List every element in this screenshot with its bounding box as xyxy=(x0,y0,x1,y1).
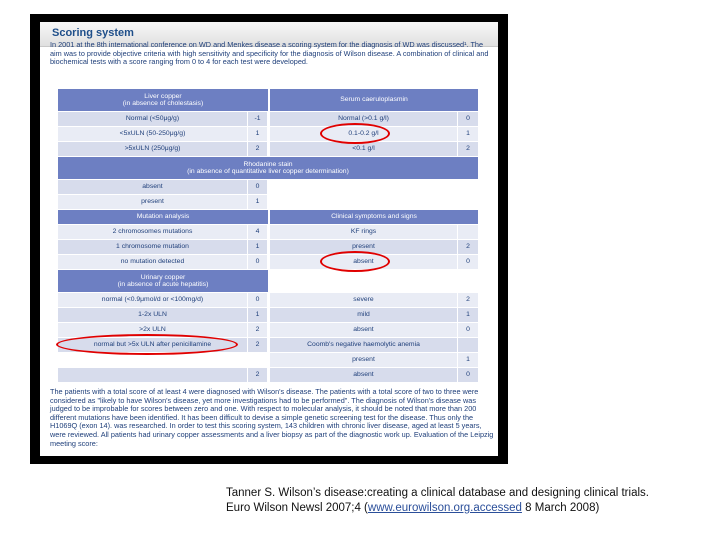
table-cell-score xyxy=(458,270,478,292)
table-cell-score: 2 xyxy=(458,293,478,307)
table-cell-score: 1 xyxy=(458,127,478,141)
highlight-oval-kf-absent xyxy=(320,251,390,272)
table-cell-label xyxy=(58,353,247,367)
table-cell-score: 1 xyxy=(248,195,267,209)
table-cell-label: 0.1-0.2 g/l xyxy=(270,127,457,141)
section-header-cell: Mutation analysis xyxy=(58,210,268,224)
section-header-cell: Liver copper (in absence of cholestasis) xyxy=(58,89,268,111)
table-cell-score: 0 xyxy=(458,323,478,337)
table-cell-score: 2 xyxy=(248,368,267,382)
table-cell-score: 1 xyxy=(458,353,478,367)
screenshot-frame xyxy=(30,14,508,464)
table-cell-score: 2 xyxy=(458,240,478,254)
table-cell-score: -1 xyxy=(248,112,267,126)
table-cell-score: 2 xyxy=(248,323,267,337)
table-cell-label xyxy=(270,195,457,209)
section-header-cell: Urinary copper (in absence of acute hepatitis) xyxy=(58,270,268,292)
table-cell-score: 1 xyxy=(248,240,267,254)
citation-line-1: Tanner S. Wilson’s disease:creating a clinical database and designing clinical trials. xyxy=(226,487,649,499)
panel-title: Scoring system xyxy=(52,27,134,39)
table-cell-label: mild xyxy=(270,308,457,322)
table-cell-label: >2x ULN xyxy=(58,323,247,337)
highlight-oval-penicillamine xyxy=(56,334,238,355)
table-cell-label: <5xULN (50-250μg/g) xyxy=(58,127,247,141)
table-cell-label: absent xyxy=(270,255,457,269)
table-cell-label: >5xULN (250μg/g) xyxy=(58,142,247,156)
citation xyxy=(226,486,649,516)
table-cell-label: Normal (<50μg/g) xyxy=(58,112,247,126)
table-cell-score: 2 xyxy=(458,142,478,156)
citation-prefix: Euro Wilson Newsl 2007;4 ( xyxy=(226,502,368,514)
table-cell-score: 1 xyxy=(248,127,267,141)
table-cell-score: 0 xyxy=(458,368,478,382)
table-cell-score: 2 xyxy=(248,142,267,156)
table-cell-score: 1 xyxy=(248,308,267,322)
table-cell-label xyxy=(270,270,457,292)
table-cell-score: 0 xyxy=(248,293,267,307)
table-cell-score: 0 xyxy=(248,180,267,194)
table-cell-label: severe xyxy=(270,293,457,307)
table-cell-label: Coomb's negative haemolytic anemia xyxy=(270,338,457,352)
citation-link[interactable]: www.eurowilson.org.accessed xyxy=(367,502,522,514)
table-cell-score: 0 xyxy=(248,255,267,269)
highlight-oval-caeruloplasmin xyxy=(320,123,390,144)
table-cell-label: present xyxy=(58,195,247,209)
table-cell-score: 0 xyxy=(458,255,478,269)
table-cell-label: no mutation detected xyxy=(58,255,247,269)
table-cell-score xyxy=(458,180,478,194)
table-cell-score xyxy=(248,353,267,367)
table-cell-label: present xyxy=(270,240,457,254)
section-header-cell: Serum caeruloplasmin xyxy=(270,89,478,111)
outro-paragraph: The patients with a total score of at least 4 were diagnosed with Wilson's disease. The patients with a total score of two to three were considered as "likely to have Wilson's disease, yet more investigations had to be performed". The diagnosis of Wilson's disease was judged to be improbable for scores between zero and one. With respect to molecular analysis, it should be noted that more than 200 different mutations have been identified. It has been difficult to devise a simple genetic screening test for the disease. Thus only the H1069Q (exon 14). was researched. In order to test this scoring system, 143 children with chronic liver disease, aged at least 5 years, were reviewed. All patients had urinary copper assessments and a liver biopsy as part of the diagnostic work up. Evaluation of the Leipzig meeting score: xyxy=(50,387,494,448)
table-cell-score: 0 xyxy=(458,112,478,126)
table-cell-label: KF rings xyxy=(270,225,457,239)
table-cell-score xyxy=(458,225,478,239)
table-cell-label xyxy=(270,180,457,194)
table-cell-label: absent xyxy=(270,323,457,337)
table-cell-label: normal (<0.9μmol/d or <100mg/d) xyxy=(58,293,247,307)
table-cell-label: <0.1 g/l xyxy=(270,142,457,156)
table-cell-label: 1 chromosome mutation xyxy=(58,240,247,254)
scoring-panel xyxy=(40,22,498,456)
section-header-cell: Clinical symptoms and signs xyxy=(270,210,478,224)
table-cell-label: 1-2x ULN xyxy=(58,308,247,322)
table-cell-label: normal but >5x ULN after penicillamine xyxy=(58,338,247,352)
table-cell-label: present xyxy=(270,353,457,367)
table-cell-score: 2 xyxy=(248,338,267,352)
citation-suffix: 8 March 2008) xyxy=(521,502,600,514)
table-cell-label: absent xyxy=(270,368,457,382)
table-cell-score xyxy=(458,338,478,352)
table-cell-label xyxy=(58,368,247,382)
section-header-cell: Rhodanine stain (in absence of quantitative liver copper determination) xyxy=(58,157,478,179)
table-cell-score xyxy=(458,195,478,209)
table-cell-label: 2 chromosomes mutations xyxy=(58,225,247,239)
table-cell-label: absent xyxy=(58,180,247,194)
table-cell-score: 1 xyxy=(458,308,478,322)
table-cell-score: 4 xyxy=(248,225,267,239)
intro-paragraph: In 2001 at the 8th international conference on WD and Menkes disease a scoring system for the diagnosis of WD was discussed¹. The aim was to provide objective criteria with high sensitivity and specificity for the diagnosis of Wilson disease. A combination of clinical and biochemical tests with a score ranging from 0 to 4 for each test were developed. xyxy=(50,40,489,67)
table-cell-label: Normal (>0.1 g/l) xyxy=(270,112,457,126)
citation-line-2 xyxy=(226,501,649,516)
